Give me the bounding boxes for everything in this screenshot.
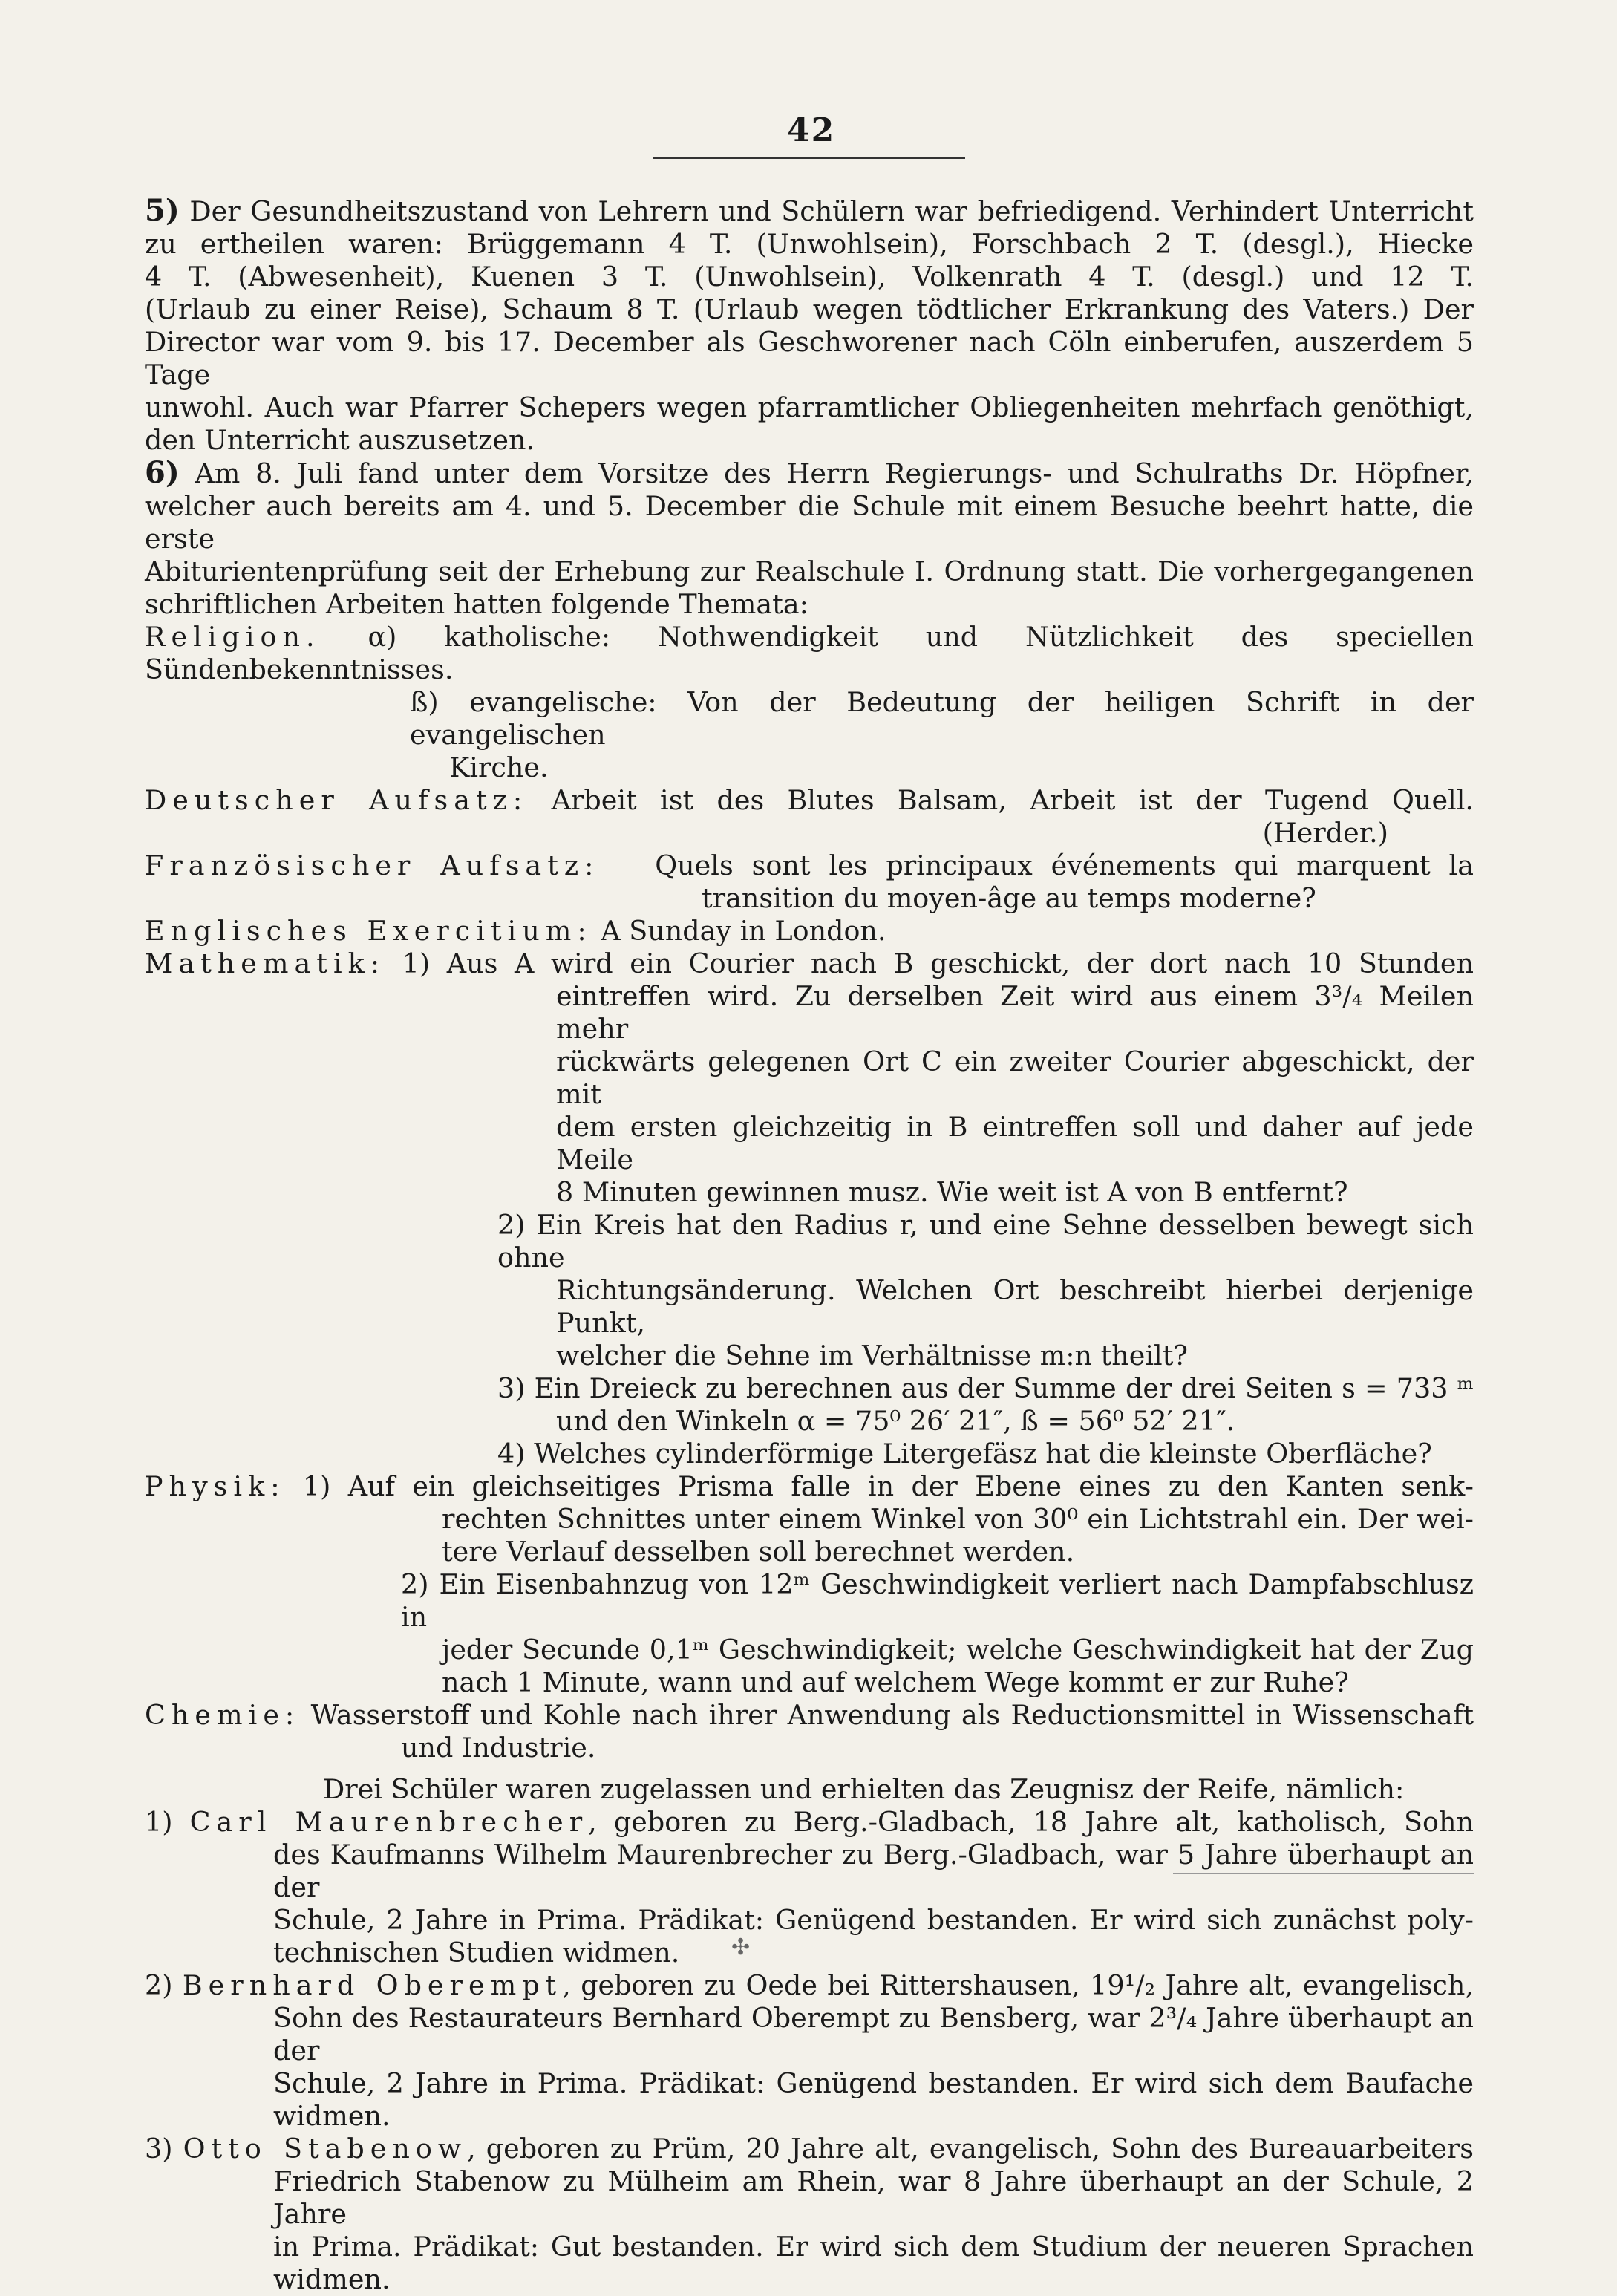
deutsch-source: (Herder.) (1262, 817, 1388, 849)
header-rule (653, 157, 965, 159)
section5-line: Director war vom 9. bis 17. December als Geschworener nach Cöln einberufen, auszerdem 5 Tage (145, 326, 1474, 391)
student-name: Bernhard Oberempt (182, 1969, 563, 2001)
math-line: Richtungsänderung. Welchen Ort beschreibt hierbei derjenige Punkt, (556, 1274, 1474, 1339)
student-name: Otto Stabenow (183, 2133, 468, 2165)
math-line: 4) Welches cylinderförmige Litergefäsz hat die kleinste Oberfläche? (497, 1438, 1432, 1470)
math-line: 8 Minuten gewinnen musz. Wie weit ist A von B entfernt? (556, 1176, 1348, 1208)
math-line: Mathematik: 1) Aus A wird ein Courier nach B geschickt, der dort nach 10 Stunden (145, 948, 1474, 979)
chemie-label: Chemie: (145, 1699, 301, 1731)
physik-line: jeder Secunde 0,1ᵐ Geschwindigkeit; welche Geschwindigkeit hat der Zug (442, 1634, 1474, 1666)
student-name: Carl Maurenbrecher (189, 1806, 589, 1838)
math-line: 3) Ein Dreieck zu berechnen aus der Summe der drei Seiten s = 733 ᵐ (497, 1372, 1474, 1404)
franz-label: Französischer Aufsatz: (145, 849, 600, 881)
franz-line: Französischer Aufsatz: Quels sont les principaux événements qui marquent la (145, 849, 1474, 881)
section5-line: zu ertheilen waren: Brüggemann 4 T. (Unwohlsein), Forschbach 2 T. (desgl.), Hiecke (145, 228, 1474, 260)
religion-line: ß) evangelische: Von der Bedeutung der heiligen Schrift in der evangelischen (410, 686, 1474, 751)
ink-mark-icon: ✣ (731, 1934, 751, 1960)
students-intro: Drei Schüler waren zugelassen und erhielten das Zeugnisz der Reife, nämlich: (323, 1773, 1405, 1805)
student-line: des Kaufmanns Wilhelm Maurenbrecher zu Berg.-Gladbach, war 5 Jahre überhaupt an der (273, 1839, 1474, 1903)
section5-line: 5) Der Gesundheitszustand von Lehrern und Schülern war befriedigend. Verhindert Unterricht (145, 193, 1474, 228)
page-number: 42 (787, 111, 836, 149)
student-line: 2) Bernhard Oberempt, geboren zu Oede bei Rittershausen, 19¹/₂ Jahre alt, evangelisch, (145, 1969, 1474, 2001)
section5-line: den Unterricht auszusetzen. (145, 424, 535, 456)
section5-line: unwohl. Auch war Pfarrer Schepers wegen pfarramtlicher Obliegenheiten mehrfach genöthigt, (145, 391, 1474, 423)
student-line: 1) Carl Maurenbrecher, geboren zu Berg.-Gladbach, 18 Jahre alt, katholisch, Sohn (145, 1806, 1474, 1838)
section5-line: 4 T. (Abwesenheit), Kuenen 3 T. (Unwohlsein), Volkenrath 4 T. (desgl.) und 12 T. (145, 261, 1474, 293)
math-line: 2) Ein Kreis hat den Radius r, und eine Sehne desselben bewegt sich ohne (497, 1209, 1474, 1273)
religion-label: Religion. (145, 621, 321, 653)
physik-line: tere Verlauf desselben soll berechnet werden. (442, 1536, 1075, 1568)
section6-line: 6) Am 8. Juli fand unter dem Vorsitze des Herrn Regierungs- und Schulraths Dr. Höpfner, (145, 455, 1474, 490)
section6-number: 6) (145, 455, 180, 490)
student-line: Friedrich Stabenow zu Mülheim am Rhein, war 8 Jahre überhaupt an der Schule, 2 Jahre (273, 2165, 1474, 2230)
chemie-line: Chemie: Wasserstoff und Kohle nach ihrer Anwendung als Reductionsmittel in Wissenschaft (145, 1699, 1474, 1731)
math-label: Mathematik: (145, 948, 386, 979)
student-line: in Prima. Prädikat: Gut bestanden. Er wird sich dem Studium der neueren Sprachen (273, 2231, 1474, 2263)
student-line: widmen. (273, 2263, 391, 2295)
student-line: Sohn des Restaurateurs Bernhard Oberempt zu Bensberg, war 2³/₄ Jahre überhaupt an der (273, 2002, 1474, 2067)
footnote-rule (1173, 1873, 1474, 1874)
physik-line: nach 1 Minute, wann und auf welchem Wege kommt er zur Ruhe? (442, 1666, 1349, 1698)
engl-line: Englisches Exercitium: A Sunday in London. (145, 915, 886, 947)
chemie-line: und Industrie. (401, 1732, 596, 1764)
section6-line: Abiturientenprüfung seit der Erhebung zur Realschule I. Ordnung statt. Die vorhergegangenen (145, 555, 1474, 587)
physik-line: 2) Ein Eisenbahnzug von 12ᵐ Geschwindigkeit verliert nach Dampfabschlusz in (401, 1568, 1474, 1633)
section6-line: welcher auch bereits am 4. und 5. December die Schule mit einem Besuche beehrt hatte, die erste (145, 490, 1474, 555)
physik-label: Physik: (145, 1470, 286, 1502)
physik-line: Physik: 1) Auf ein gleichseitiges Prisma falle in der Ebene eines zu den Kanten senk- (145, 1470, 1474, 1502)
math-line: dem ersten gleichzeitig in B eintreffen soll und daher auf jede Meile (556, 1111, 1474, 1175)
student-line: widmen. (273, 2100, 391, 2132)
physik-line: rechten Schnittes unter einem Winkel von 30⁰ ein Lichtstrahl ein. Der wei- (442, 1503, 1474, 1535)
body-text (145, 195, 1474, 2296)
section6-line: schriftlichen Arbeiten hatten folgende Themata: (145, 588, 808, 620)
math-line: rückwärts gelegenen Ort C ein zweiter Courier abgeschickt, der mit (556, 1046, 1474, 1110)
student-line: technischen Studien widmen. (273, 1937, 680, 1969)
student-line: Schule, 2 Jahre in Prima. Prädikat: Genügend bestanden. Er wird sich zunächst poly- (273, 1904, 1474, 1936)
student-line: 3) Otto Stabenow, geboren zu Prüm, 20 Jahre alt, evangelisch, Sohn des Bureauarbeiters (145, 2133, 1474, 2165)
franz-line: transition du moyen-âge au temps moderne? (702, 882, 1316, 914)
section5-number: 5) (145, 193, 180, 228)
math-line: eintreffen wird. Zu derselben Zeit wird aus einem 3³/₄ Meilen mehr (556, 980, 1474, 1045)
religion-line: Kirche. (449, 751, 549, 783)
section5-line: (Urlaub zu einer Reise), Schaum 8 T. (Urlaub wegen tödtlicher Erkrankung des Vaters.) Der (145, 293, 1474, 325)
math-line: und den Winkeln α = 75⁰ 26′ 21″, ß = 56⁰ 52′ 21″. (556, 1405, 1235, 1437)
student-line: Schule, 2 Jahre in Prima. Prädikat: Genügend bestanden. Er wird sich dem Baufache (273, 2067, 1474, 2099)
religion-line: Religion. α) katholische: Nothwendigkeit und Nützlichkeit des speciellen Sündenbekenntnisses. (145, 621, 1474, 685)
deutsch-label: Deutscher Aufsatz: (145, 784, 529, 816)
deutsch-line: Deutscher Aufsatz: Arbeit ist des Blutes Balsam, Arbeit ist der Tugend Quell. (145, 784, 1474, 816)
math-line: welcher die Sehne im Verhältnisse m:n theilt? (556, 1340, 1188, 1372)
engl-label: Englisches Exercitium: (145, 915, 592, 947)
